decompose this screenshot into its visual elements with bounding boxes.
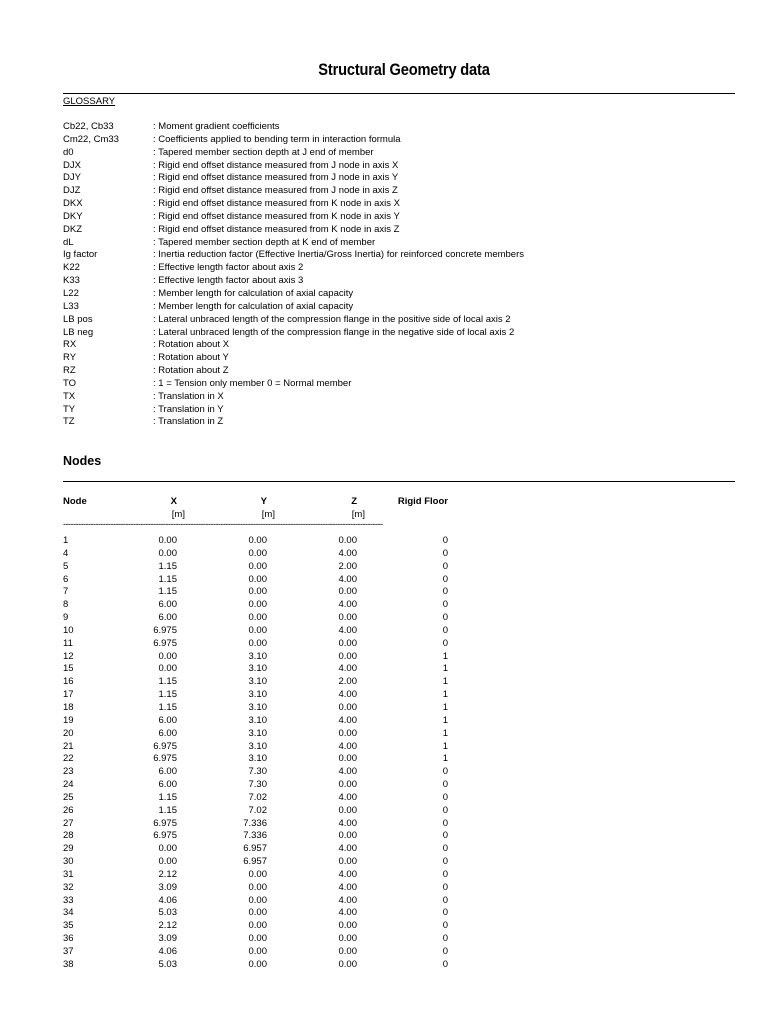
table-row	[63, 895, 463, 908]
glossary-heading: GLOSSARY	[63, 96, 116, 107]
x-value: 6.975	[153, 830, 177, 842]
rigid-floor-value: 0	[442, 830, 448, 842]
glossary-item	[63, 327, 743, 340]
x-value: 6.975	[153, 740, 177, 752]
z-value: 0.00	[338, 727, 357, 739]
node-id: 20	[63, 727, 74, 739]
title-rule	[63, 93, 735, 94]
col-y-header: Y	[260, 496, 267, 507]
x-value: 1.15	[158, 560, 177, 572]
rigid-floor-value: 0	[442, 599, 448, 611]
glossary-term: Cm22, Cm33	[63, 133, 119, 145]
glossary-item	[63, 121, 743, 134]
nodes-rule	[63, 481, 735, 482]
y-value: 0.00	[248, 933, 267, 945]
node-id: 7	[63, 586, 69, 598]
z-value: 0.00	[338, 920, 357, 932]
y-value: 7.30	[248, 779, 267, 791]
table-separator: --------------------------------------------------------------------------------------------------------------------------------	[63, 519, 383, 529]
node-id: 37	[63, 946, 74, 957]
z-value: 4.00	[338, 547, 357, 559]
node-id: 32	[63, 881, 74, 893]
table-row	[63, 574, 463, 587]
node-id: 34	[63, 907, 74, 919]
y-value: 7.02	[248, 804, 267, 816]
node-id: 11	[63, 637, 73, 649]
nodes-table-header	[63, 496, 463, 509]
table-row	[63, 792, 463, 805]
node-id: 29	[63, 843, 74, 855]
glossary-term: LB pos	[63, 313, 93, 325]
z-value: 0.00	[338, 856, 357, 868]
z-value: 4.00	[338, 907, 357, 919]
z-value: 0.00	[338, 933, 357, 945]
y-value: 3.10	[248, 740, 267, 752]
z-value: 0.00	[338, 753, 357, 765]
node-id: 36	[63, 933, 74, 945]
glossary-definition: : Lateral unbraced length of the compression flange in the negative side of local axis 2	[153, 326, 515, 338]
glossary-term: DKX	[63, 198, 83, 210]
x-value: 0.00	[158, 650, 177, 662]
glossary-item	[63, 172, 743, 185]
glossary-term: Ig factor	[63, 249, 98, 261]
rigid-floor-value: 0	[442, 881, 448, 893]
node-id: 4	[63, 547, 69, 559]
z-value: 4.00	[338, 791, 357, 803]
y-value: 7.336	[243, 830, 267, 842]
node-id: 22	[63, 753, 74, 765]
table-row	[63, 728, 463, 741]
rigid-floor-value: 0	[442, 624, 448, 636]
glossary-term: dL	[63, 236, 74, 248]
glossary-term: TX	[63, 390, 76, 402]
x-value: 6.975	[153, 624, 177, 636]
glossary-item	[63, 301, 743, 314]
rigid-floor-value: 0	[442, 856, 448, 868]
y-value: 0.00	[248, 599, 267, 611]
y-value: 7.30	[248, 766, 267, 778]
node-id: 33	[63, 894, 74, 906]
rigid-floor-value: 0	[442, 868, 448, 880]
rigid-floor-value: 0	[442, 791, 448, 803]
z-value: 2.00	[338, 676, 357, 688]
node-id: 18	[63, 701, 74, 713]
rigid-floor-value: 1	[442, 650, 448, 662]
table-row	[63, 651, 463, 664]
x-value: 5.03	[158, 907, 177, 919]
glossary-item	[63, 275, 743, 288]
z-value: 4.00	[338, 740, 357, 752]
rigid-floor-value: 0	[442, 804, 448, 816]
node-id: 31	[63, 868, 74, 880]
z-value: 4.00	[338, 817, 357, 829]
glossary-item	[63, 262, 743, 275]
y-value: 0.00	[248, 920, 267, 932]
node-id: 6	[63, 573, 69, 585]
y-value: 0.00	[248, 573, 267, 585]
rigid-floor-value: 0	[442, 817, 448, 829]
node-id: 21	[63, 740, 74, 752]
y-value: 0.00	[248, 958, 267, 970]
glossary-item	[63, 378, 743, 391]
node-id: 19	[63, 714, 74, 726]
glossary-definition: : Lateral unbraced length of the compression flange in the positive side of local axis 2	[153, 313, 511, 325]
table-row	[63, 843, 463, 856]
y-value: 3.10	[248, 689, 267, 701]
z-value: 4.00	[338, 624, 357, 636]
glossary-item	[63, 404, 743, 417]
glossary-definition: : Effective length factor about axis 2	[153, 262, 304, 274]
glossary-item	[63, 237, 743, 250]
y-value: 3.10	[248, 650, 267, 662]
rigid-floor-value: 1	[442, 701, 448, 713]
table-row	[63, 586, 463, 599]
table-row	[63, 663, 463, 676]
col-z-unit: [m]	[351, 509, 365, 520]
glossary-term: TY	[63, 403, 76, 415]
z-value: 4.00	[338, 663, 357, 675]
x-value: 1.15	[158, 689, 177, 701]
y-value: 6.957	[243, 856, 267, 868]
node-id: 38	[63, 958, 74, 970]
z-value: 0.00	[338, 612, 357, 624]
glossary-term: L33	[63, 300, 79, 312]
x-value: 1.15	[158, 586, 177, 598]
z-value: 4.00	[338, 881, 357, 893]
rigid-floor-value: 1	[442, 676, 448, 688]
rigid-floor-value: 0	[442, 586, 448, 598]
x-value: 0.00	[158, 843, 177, 855]
z-value: 0.00	[338, 701, 357, 713]
z-value: 0.00	[338, 650, 357, 662]
x-value: 1.15	[158, 791, 177, 803]
y-value: 0.00	[248, 894, 267, 906]
glossary-item	[63, 249, 743, 262]
x-value: 3.09	[158, 881, 177, 893]
y-value: 3.10	[248, 663, 267, 675]
table-row	[63, 933, 463, 946]
nodes-table-body	[63, 535, 463, 972]
rigid-floor-value: 1	[442, 753, 448, 765]
rigid-floor-value: 0	[442, 933, 448, 945]
glossary-definition: : Rotation about X	[153, 339, 230, 351]
glossary-item	[63, 134, 743, 147]
col-z-header: Z	[351, 496, 357, 507]
glossary-definition: : Rigid end offset distance measured from J node in axis X	[153, 159, 399, 171]
table-row	[63, 766, 463, 779]
x-value: 0.00	[158, 535, 177, 546]
node-id: 8	[63, 599, 69, 611]
glossary-item	[63, 211, 743, 224]
col-rigid-floor-header: Rigid Floor	[397, 496, 448, 507]
node-id: 27	[63, 817, 74, 829]
glossary-definition: : Translation in Y	[153, 403, 224, 415]
glossary-item	[63, 365, 743, 378]
glossary-item	[63, 416, 743, 429]
x-value: 6.00	[158, 612, 177, 624]
table-row	[63, 946, 463, 959]
node-id: 23	[63, 766, 74, 778]
x-value: 1.15	[158, 804, 177, 816]
rigid-floor-value: 0	[442, 907, 448, 919]
glossary-term: Cb22, Cb33	[63, 121, 114, 132]
x-value: 2.12	[158, 868, 177, 880]
glossary-term: DKZ	[63, 223, 82, 235]
col-x-header: X	[170, 496, 177, 507]
rigid-floor-value: 1	[442, 714, 448, 726]
glossary-term: d0	[63, 146, 74, 158]
glossary-definition: : Effective length factor about axis 3	[153, 275, 304, 287]
glossary-term: DJX	[63, 159, 81, 171]
table-row	[63, 535, 463, 548]
x-value: 6.975	[153, 753, 177, 765]
table-row	[63, 805, 463, 818]
x-value: 2.12	[158, 920, 177, 932]
glossary-definition: : Rigid end offset distance measured from K node in axis X	[153, 198, 400, 210]
y-value: 7.02	[248, 791, 267, 803]
z-value: 0.00	[338, 804, 357, 816]
table-row	[63, 689, 463, 702]
table-row	[63, 612, 463, 625]
rigid-floor-value: 1	[442, 740, 448, 752]
table-row	[63, 882, 463, 895]
table-row	[63, 818, 463, 831]
glossary-definition: : Inertia reduction factor (Effective Inertia/Gross Inertia) for reinforced concrete members	[153, 249, 525, 261]
y-value: 0.00	[248, 612, 267, 624]
x-value: 6.975	[153, 637, 177, 649]
y-value: 3.10	[248, 727, 267, 739]
rigid-floor-value: 0	[442, 779, 448, 791]
glossary-term: RZ	[63, 365, 76, 377]
rigid-floor-value: 0	[442, 637, 448, 649]
z-value: 0.00	[338, 830, 357, 842]
z-value: 4.00	[338, 843, 357, 855]
col-node-header: Node	[63, 496, 87, 507]
y-value: 6.957	[243, 843, 267, 855]
z-value: 4.00	[338, 894, 357, 906]
table-row	[63, 599, 463, 612]
glossary-definition: : 1 = Tension only member 0 = Normal member	[153, 377, 352, 389]
z-value: 4.00	[338, 599, 357, 611]
rigid-floor-value: 1	[442, 689, 448, 701]
glossary-item	[63, 160, 743, 173]
glossary-term: DJZ	[63, 185, 81, 197]
col-y-unit: [m]	[261, 509, 275, 520]
table-row	[63, 625, 463, 638]
glossary-definition: : Rigid end offset distance measured from J node in axis Y	[153, 172, 399, 184]
y-value: 3.10	[248, 714, 267, 726]
table-row	[63, 715, 463, 728]
node-id: 35	[63, 920, 74, 932]
glossary-item	[63, 352, 743, 365]
glossary-definition: : Rotation about Z	[153, 365, 229, 377]
node-id: 24	[63, 779, 74, 791]
table-row	[63, 779, 463, 792]
node-id: 10	[63, 624, 74, 636]
glossary-item	[63, 339, 743, 352]
y-value: 3.10	[248, 676, 267, 688]
x-value: 0.00	[158, 547, 177, 559]
glossary-item	[63, 198, 743, 211]
x-value: 0.00	[158, 663, 177, 675]
y-value: 7.336	[243, 817, 267, 829]
glossary-definition: : Member length for calculation of axial capacity	[153, 300, 354, 312]
x-value: 1.15	[158, 701, 177, 713]
glossary-term: TZ	[63, 416, 75, 428]
glossary-definition: : Translation in X	[153, 390, 224, 402]
glossary-definition: : Tapered member section depth at K end of member	[153, 236, 376, 248]
z-value: 4.00	[338, 766, 357, 778]
glossary-item	[63, 314, 743, 327]
glossary-term: RY	[63, 352, 77, 364]
y-value: 0.00	[248, 637, 267, 649]
y-value: 0.00	[248, 946, 267, 957]
glossary-definition: : Member length for calculation of axial capacity	[153, 287, 354, 299]
glossary-item	[63, 224, 743, 237]
glossary-definition: : Coefficients applied to bending term in interaction formula	[153, 133, 401, 145]
node-id: 30	[63, 856, 74, 868]
node-id: 26	[63, 804, 74, 816]
x-value: 3.09	[158, 933, 177, 945]
glossary-item	[63, 391, 743, 404]
node-id: 28	[63, 830, 74, 842]
y-value: 0.00	[248, 535, 267, 546]
rigid-floor-value: 1	[442, 663, 448, 675]
table-row	[63, 741, 463, 754]
rigid-floor-value: 0	[442, 612, 448, 624]
nodes-heading: Nodes	[63, 454, 102, 468]
rigid-floor-value: 0	[442, 946, 448, 957]
table-row	[63, 753, 463, 766]
x-value: 1.15	[158, 676, 177, 688]
table-row	[63, 638, 463, 651]
rigid-floor-value: 0	[442, 573, 448, 585]
glossary-item	[63, 185, 743, 198]
glossary-definition: : Rigid end offset distance measured from K node in axis Z	[153, 223, 400, 235]
node-id: 16	[63, 676, 74, 688]
node-id: 17	[63, 689, 74, 701]
z-value: 0.00	[338, 958, 357, 970]
glossary-term: L22	[63, 287, 79, 299]
y-value: 0.00	[248, 881, 267, 893]
node-id: 25	[63, 791, 74, 803]
page-title: Structural Geometry data	[318, 60, 490, 79]
node-id: 15	[63, 663, 74, 675]
x-value: 4.06	[158, 946, 177, 957]
table-row	[63, 561, 463, 574]
node-id: 1	[63, 535, 69, 546]
x-value: 6.00	[158, 714, 177, 726]
table-row	[63, 856, 463, 869]
z-value: 4.00	[338, 868, 357, 880]
y-value: 3.10	[248, 753, 267, 765]
node-id: 12	[63, 650, 74, 662]
glossary-term: K33	[63, 275, 80, 287]
y-value: 0.00	[248, 586, 267, 598]
y-value: 3.10	[248, 701, 267, 713]
z-value: 4.00	[338, 714, 357, 726]
x-value: 0.00	[158, 856, 177, 868]
rigid-floor-value: 0	[442, 920, 448, 932]
table-row	[63, 548, 463, 561]
y-value: 0.00	[248, 560, 267, 572]
x-value: 6.00	[158, 727, 177, 739]
table-row	[63, 907, 463, 920]
node-id: 5	[63, 560, 69, 572]
glossary-definition: : Rigid end offset distance measured from K node in axis Y	[153, 210, 400, 222]
rigid-floor-value: 0	[442, 958, 448, 970]
z-value: 2.00	[338, 560, 357, 572]
z-value: 0.00	[338, 586, 357, 598]
y-value: 0.00	[248, 907, 267, 919]
y-value: 0.00	[248, 624, 267, 636]
table-row	[63, 959, 463, 972]
rigid-floor-value: 0	[442, 547, 448, 559]
col-x-unit: [m]	[171, 509, 185, 520]
glossary-definition: : Translation in Z	[153, 416, 224, 428]
rigid-floor-value: 0	[442, 560, 448, 572]
y-value: 0.00	[248, 868, 267, 880]
rigid-floor-value: 0	[442, 843, 448, 855]
y-value: 0.00	[248, 547, 267, 559]
table-row	[63, 702, 463, 715]
glossary-list	[63, 121, 743, 429]
glossary-definition: : Rotation about Y	[153, 352, 229, 364]
z-value: 0.00	[338, 637, 357, 649]
z-value: 0.00	[338, 946, 357, 957]
glossary-term: LB neg	[63, 326, 94, 338]
glossary-item	[63, 147, 743, 160]
glossary-definition: : Tapered member section depth at J end of member	[153, 146, 374, 158]
x-value: 6.00	[158, 599, 177, 611]
x-value: 4.06	[158, 894, 177, 906]
rigid-floor-value: 0	[442, 766, 448, 778]
x-value: 5.03	[158, 958, 177, 970]
glossary-term: DKY	[63, 210, 83, 222]
x-value: 1.15	[158, 573, 177, 585]
table-row	[63, 920, 463, 933]
x-value: 6.975	[153, 817, 177, 829]
x-value: 6.00	[158, 766, 177, 778]
z-value: 0.00	[338, 535, 357, 546]
rigid-floor-value: 1	[442, 727, 448, 739]
rigid-floor-value: 0	[442, 535, 448, 546]
table-row	[63, 676, 463, 689]
glossary-term: K22	[63, 262, 80, 274]
node-id: 9	[63, 612, 69, 624]
glossary-item	[63, 288, 743, 301]
x-value: 6.00	[158, 779, 177, 791]
z-value: 0.00	[338, 779, 357, 791]
z-value: 4.00	[338, 573, 357, 585]
z-value: 4.00	[338, 689, 357, 701]
glossary-term: TO	[63, 377, 77, 389]
table-row	[63, 869, 463, 882]
glossary-definition: : Rigid end offset distance measured from J node in axis Z	[153, 185, 398, 197]
table-row	[63, 830, 463, 843]
glossary-term: RX	[63, 339, 77, 351]
glossary-definition: : Moment gradient coefficients	[153, 121, 280, 132]
rigid-floor-value: 0	[442, 894, 448, 906]
glossary-term: DJY	[63, 172, 81, 184]
